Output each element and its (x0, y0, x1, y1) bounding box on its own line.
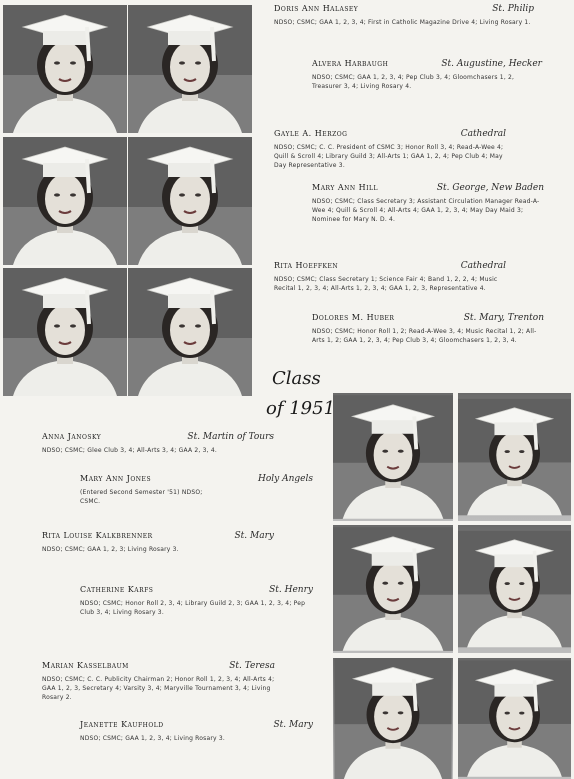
senior-activities: (Entered Second Semester '51) NDSO; CSMC. (80, 489, 203, 505)
senior-name: Rita Hoeffken (274, 261, 339, 270)
senior-name: Dolores M. Huber (312, 313, 395, 322)
senior-activities: NDSO; CSMC; GAA 1, 2, 3, 4; First in Catholic Magazine Drive 4; Living Rosary 1. (274, 19, 531, 26)
parish-name: St. George, New Baden (436, 183, 544, 193)
senior-name: Catherine Karfs (80, 585, 154, 594)
parish-name: Holy Angels (258, 474, 313, 484)
senior-entry (312, 183, 544, 224)
portrait-photo (3, 5, 127, 133)
parish-name: St. Mary (273, 720, 313, 730)
senior-entry (42, 531, 274, 554)
portrait-photo (3, 137, 127, 265)
parish-name: St. Mary, Trenton (463, 313, 544, 323)
class-heading-word: Class (272, 368, 321, 389)
senior-activities: NDSO; CSMC; Honor Roll 2, 3, 4; Library Guild 2, 3; GAA 1, 2, 3, 4; Pep Club 3, 4; Living Rosary 3. (80, 600, 306, 616)
senior-activities: NDSO; CSMC; C. C. Publicity Chairman 2; Honor Roll 1, 2, 3, 4; All-Arts 4; GAA 1, 2, 3, Secretary 4; Varsity 3, 4; Maryville Tournament 3, 4; Living Rosary 2. (42, 676, 275, 701)
parish-name: Cathedral (460, 261, 506, 271)
senior-entry (80, 720, 313, 743)
senior-name: Mary Ann Jones (80, 474, 152, 483)
senior-activities: NDSO; CSMC; GAA 1, 2, 3, 4; Living Rosary 3. (80, 735, 226, 742)
senior-entry (274, 129, 506, 170)
portrait-photo (128, 137, 252, 265)
senior-activities: NDSO; CSMC; Class Secretary 1; Science Fair 4; Band 1, 2, 2, 4; Music Recital 1, 2, 3, 4; All-Arts 1, 2, 3, 4; GAA 1, 2, 3, Representative 4. (274, 276, 498, 292)
senior-name: Anna Janosky (42, 432, 102, 441)
senior-name: Jeanette Kaufhold (80, 720, 164, 729)
senior-entry (80, 474, 313, 506)
senior-activities: NDSO; CSMC; GAA 1, 2, 3, 4; Pep Club 3, 4; Gloomchasers 1, 2, Treasurer 3, 4; Living Rosary 4. (312, 74, 515, 90)
senior-activities: NDSO; CSMC; Glee Club 3, 4; All-Arts 3, 4; GAA 2, 3, 4. (42, 447, 217, 454)
senior-entry (312, 59, 542, 91)
portrait-photo (458, 393, 571, 521)
senior-entry (80, 585, 313, 617)
parish-name: Cathedral (460, 129, 506, 139)
senior-name: Alvera Harbaugh (312, 59, 389, 68)
portrait-photo (458, 658, 571, 779)
senior-activities: NDSO; CSMC; Class Secretary 3; Assistant Circulation Manager Read-A-Wee 4; Quill & Scroll 4; All-Arts 4; GAA 1, 2, 3, 4; May Day Maid 3; Nominee for Mary N. D. 4. (312, 198, 540, 223)
senior-activities: NDSO; CSMC; Honor Roll 1, 2; Read-A-Wee 3, 4; Music Recital 1, 2; All-Arts 1, 2; GAA 1, 2, 3, 4; Pep Club 3, 4; Gloomchasers 1, 2, 3, 4. (312, 328, 537, 344)
parish-name: St. Teresa (229, 661, 275, 671)
senior-name: Marian Kasselbaum (42, 661, 129, 670)
senior-entry (42, 661, 275, 702)
parish-name: St. Philip (492, 4, 534, 14)
senior-entry (42, 432, 274, 455)
senior-entry (274, 261, 506, 293)
senior-activities: NDSO; CSMC; GAA 1, 2, 3; Living Rosary 3. (42, 546, 179, 553)
parish-name: St. Mary (234, 531, 274, 541)
senior-name: Doris Ann Halasey (274, 4, 359, 13)
senior-name: Rita Louise Kalkbrenner (42, 531, 153, 540)
senior-entry (312, 313, 544, 345)
portrait-photo (333, 658, 453, 779)
senior-name: Mary Ann Hill (312, 183, 378, 192)
portrait-photo (3, 268, 127, 396)
senior-name: Gayle A. Herzog (274, 129, 348, 138)
senior-activities: NDSO; CSMC; C. C. President of CSMC 3; Honor Roll 3, 4; Read-A-Wee 4; Quill & Scroll 4; Library Guild 3; All-Arts 1; GAA 1, 2, 4; Pep Club 4; May Day Representative 3. (274, 144, 504, 169)
portrait-photo (458, 525, 571, 653)
portrait-photo (128, 5, 252, 133)
parish-name: St. Martin of Tours (187, 432, 274, 442)
parish-name: St. Augustine, Hecker (441, 59, 542, 69)
portrait-photo (333, 393, 453, 521)
portrait-photo (128, 268, 252, 396)
class-heading-year: of 1951 (266, 398, 336, 419)
portrait-photo (333, 525, 453, 653)
senior-entry (274, 4, 534, 27)
parish-name: St. Henry (269, 585, 313, 595)
